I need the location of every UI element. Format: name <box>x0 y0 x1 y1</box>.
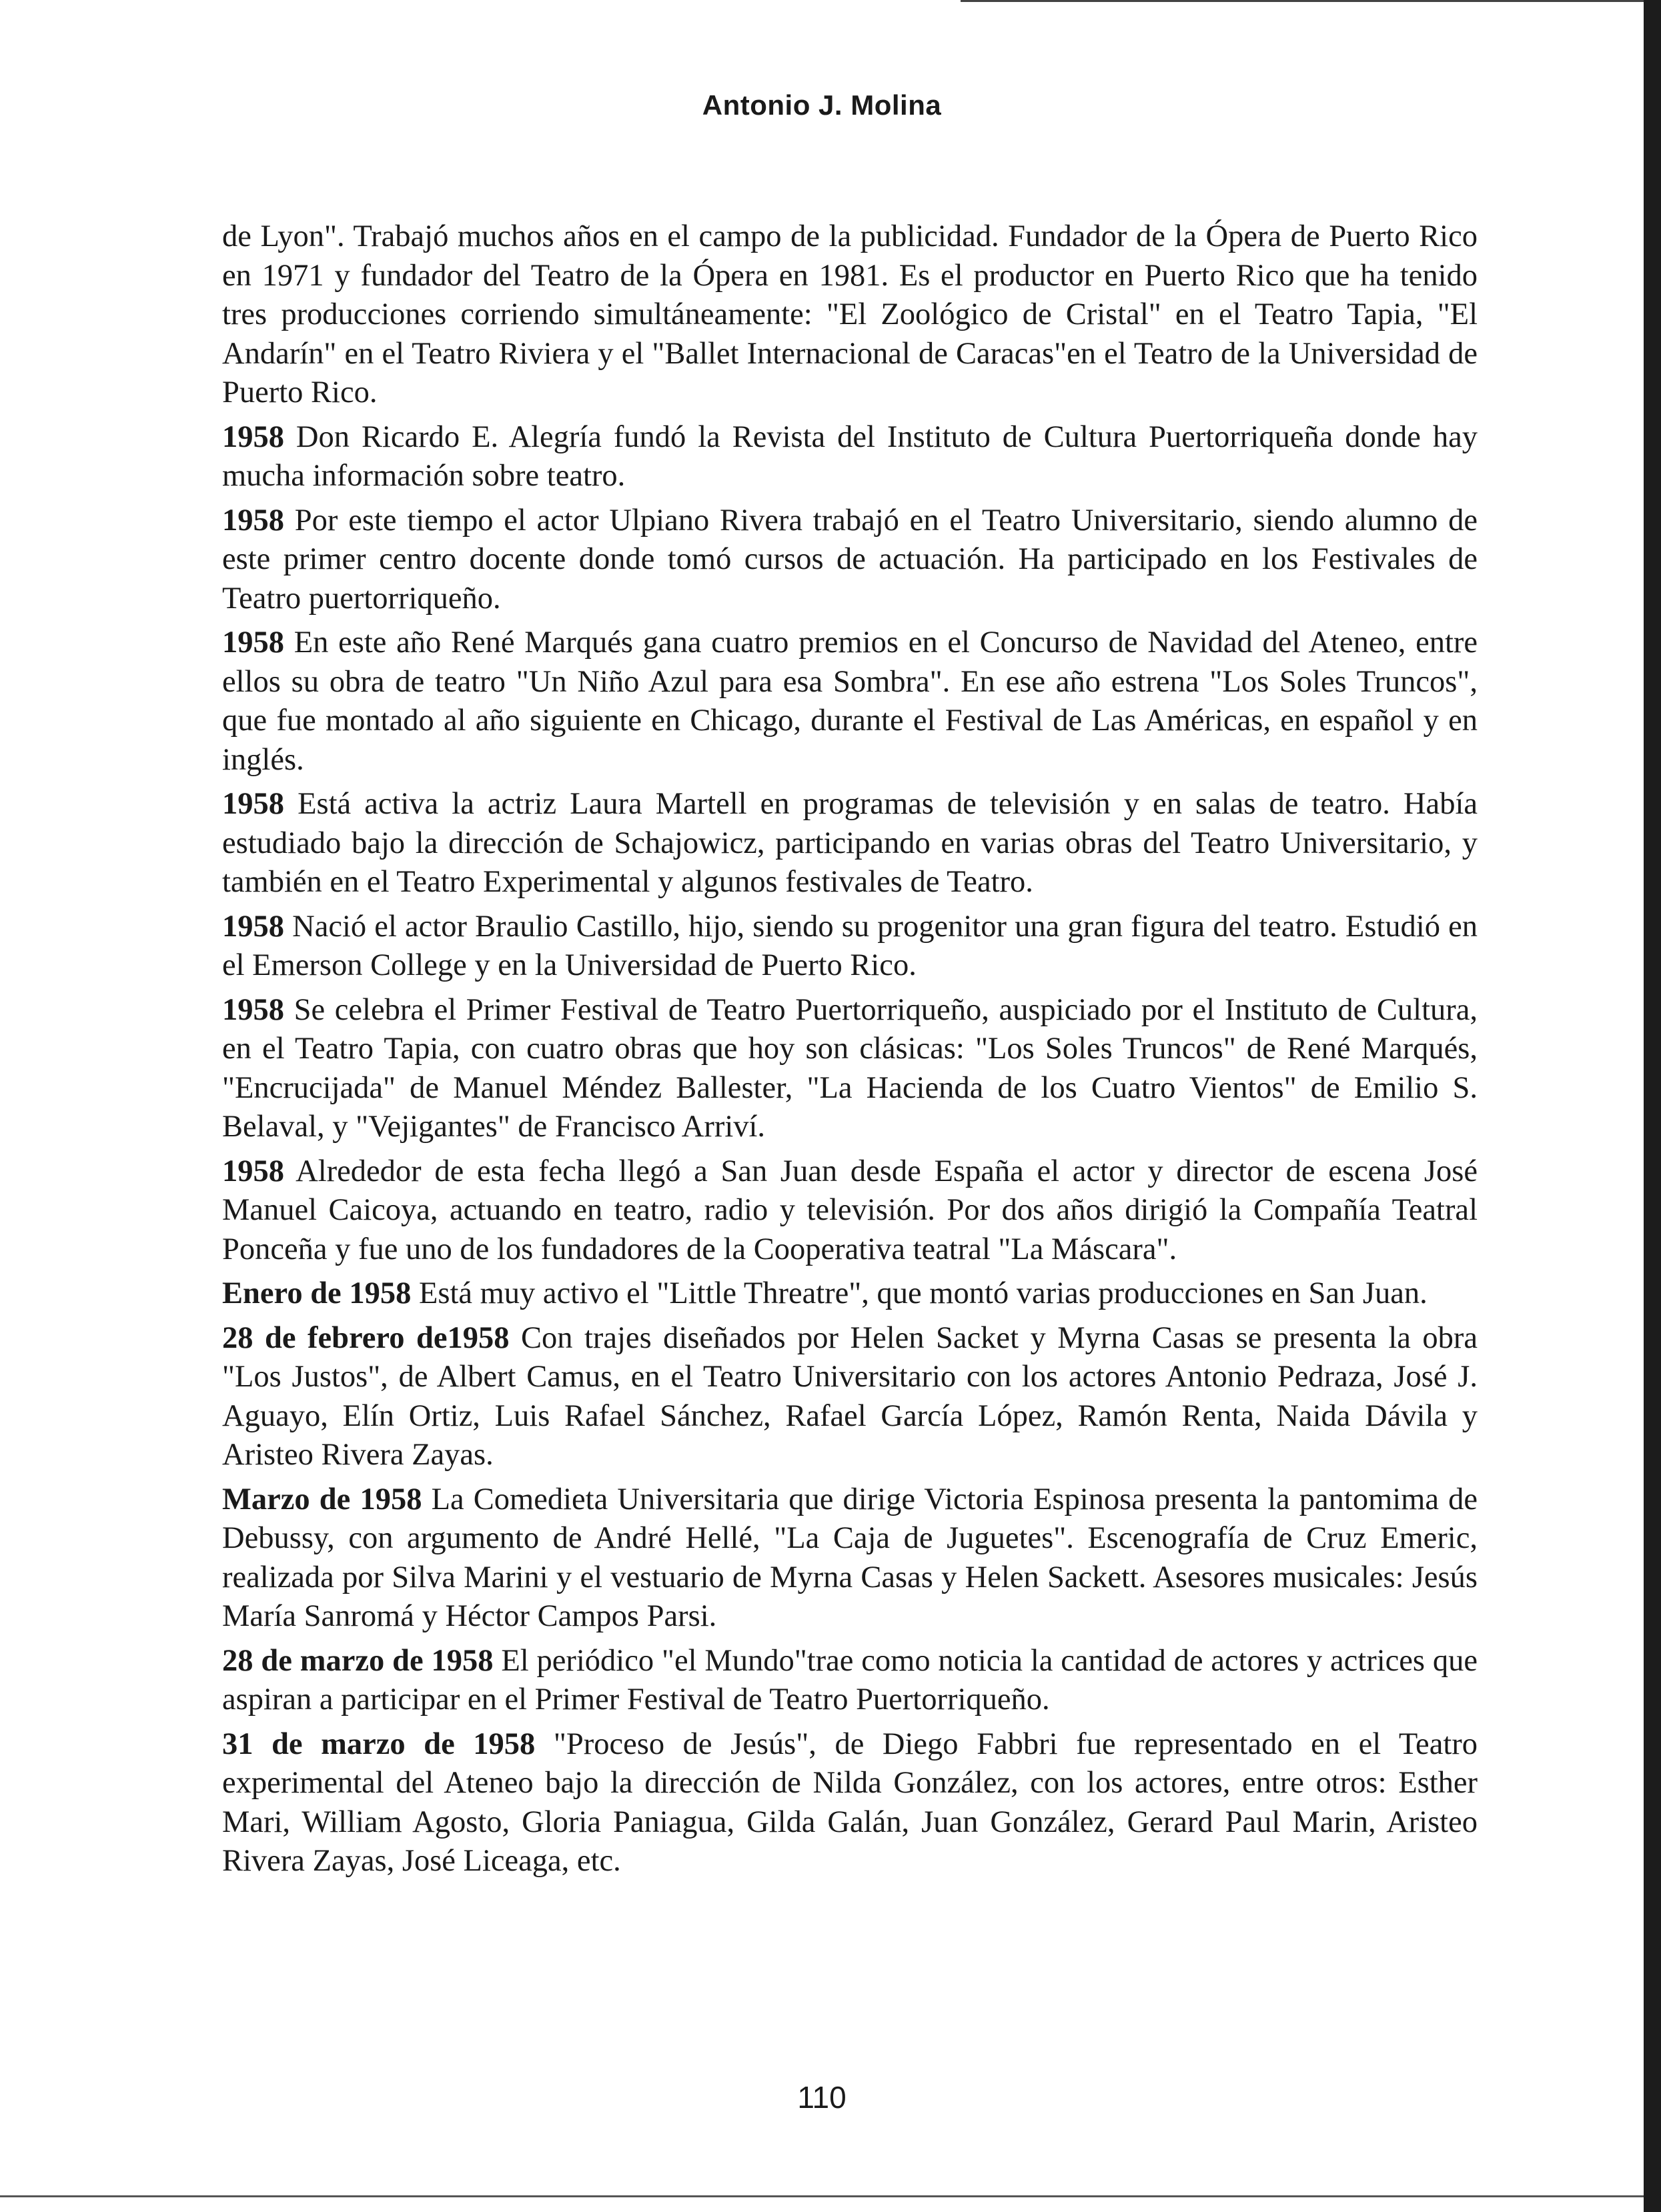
entry-date: 28 de febrero de1958 <box>222 1320 510 1355</box>
chronology-entry <box>222 1274 1478 1314</box>
scan-bottom-edge-line <box>0 2195 1644 2197</box>
entry-text: "Proceso de Jesús", de Diego Fabbri fue representado en el Teatro experimental del Ateneo bajo la dirección de Nilda González, con los actores, entre otros: Esther Mari, William Agosto, Gloria Paniagua, Gilda Galán, Juan González, Gerard Paul Marin, Aristeo Rivera Zayas, José Liceaga, etc. <box>222 1727 1478 1878</box>
intro-paragraph: de Lyon". Trabajó muchos años en el campo de la publicidad. Fundador de la Ópera de Puerto Rico en 1971 y fundador del Teatro de la Ópera en 1981. Es el productor en Puerto Rico que ha tenido tres producciones corriendo simultáneamente: "El Zoológico de Cristal" en el Teatro Tapia, "El Andarín" en el Teatro Riviera y el "Ballet Internacional de Caracas"en el Teatro de la Universidad de Puerto Rico. <box>222 219 1478 409</box>
page-number: 110 <box>797 2080 847 2115</box>
entry-date: 1958 <box>222 503 284 537</box>
entry-date: 1958 <box>222 626 284 660</box>
entry-text: En este año René Marqués gana cuatro premios en el Concurso de Navidad del Ateneo, entre ellos su obra de teatro "Un Niño Azul para esa Sombra". En ese año estrena "Los Soles Truncos", que fue montado al año siguiente en Chicago, durante el Festival de Las Américas, en español y en inglés. <box>222 626 1478 777</box>
entry-text: Se celebra el Primer Festival de Teatro Puertorriqueño, auspiciado por el Instituto de Cultura, en el Teatro Tapia, con cuatro obras que hoy son clásicas: "Los Soles Truncos" de René Marqués, "Encrucijada" de Manuel Méndez Ballester, "La Hacienda de los Cuatro Vientos" de Emilio S. Belaval, y "Vejigantes" de Francisco Arriví. <box>222 992 1478 1144</box>
entry-date: Enero de 1958 <box>222 1276 412 1310</box>
entry-text: Está muy activo el "Little Threatre", que montó varias producciones en San Juan. <box>411 1276 1428 1310</box>
entry-text: Alrededor de esta fecha llegó a San Juan desde España el actor y director de escena José Manuel Caicoya, actuando en teatro, radio y televisión. Por dos años dirigió la Compañía Teatral Ponceña y fue uno de los fundadores de la Cooperativa teatral "La Máscara". <box>222 1154 1478 1266</box>
running-header: Antonio J. Molina <box>702 89 942 121</box>
entry-text: Con trajes diseñados por Helen Sacket y Myrna Casas se presenta la obra "Los Justos", de Albert Camus, en el Teatro Universitario con los actores Antonio Pedraza, José J. Aguayo, Elín Ortiz, Luis Rafael Sánchez, Rafael García López, Ramón Renta, Naida Dávila y Aristeo Rivera Zayas. <box>222 1320 1478 1472</box>
entry-text: Está activa la actriz Laura Martell en programas de televisión y en salas de teatro. Había estudiado bajo la dirección de Schajowicz, participando en varias obras del Teatro Universitario, y también en el Teatro Experimental y algunos festivales de Teatro. <box>222 787 1478 899</box>
entry-text: El periódico "el Mundo"trae como noticia la cantidad de actores y actrices que aspiran a participar en el Primer Festival de Teatro Puertorriqueño. <box>222 1643 1478 1717</box>
entry-text: Nació el actor Braulio Castillo, hijo, siendo su progenitor una gran figura del teatro. Estudió en el Emerson College y en la Universidad de Puerto Rico. <box>222 909 1478 982</box>
chronology-entry <box>222 1725 1478 1881</box>
chronology-entry <box>222 418 1478 496</box>
entry-text: La Comedieta Universitaria que dirige Victoria Espinosa presenta la pantomima de Debussy, con argumento de André Hellé, "La Caja de Juguetes". Escenografía de Cruz Emeric, realizada por Silva Marini y el vestuario de Myrna Casas y Helen Sackett. Asesores musicales: Jesús María Sanromá y Héctor Campos Parsi. <box>222 1482 1478 1633</box>
scan-top-edge-line <box>961 0 1644 2</box>
chronology-entry <box>222 991 1478 1147</box>
chronology-entry <box>222 1319 1478 1475</box>
page-body <box>222 217 1478 1887</box>
entry-text: Por este tiempo el actor Ulpiano Rivera trabajó en el Teatro Universitario, siendo alumno de este primer centro docente donde tomó cursos de actuación. Ha participado en los Festivales de Teatro puertorriqueño. <box>222 503 1478 616</box>
entry-date: Marzo de 1958 <box>222 1482 422 1516</box>
chronology-entry <box>222 501 1478 619</box>
chronology-entry <box>222 624 1478 780</box>
scan-right-edge <box>1644 0 1661 2212</box>
entry-date: 31 de marzo de 1958 <box>222 1727 536 1761</box>
chronology-entry <box>222 1152 1478 1270</box>
entry-date: 1958 <box>222 787 284 821</box>
entry-date: 1958 <box>222 419 284 454</box>
entry-text: Don Ricardo E. Alegría fundó la Revista del Instituto de Cultura Puertorriqueña donde hay mucha información sobre teatro. <box>222 419 1478 493</box>
entry-date: 1958 <box>222 909 284 944</box>
chronology-entry <box>222 908 1478 986</box>
entry-date: 1958 <box>222 1154 284 1188</box>
entry-date: 1958 <box>222 992 284 1027</box>
entry-date: 28 de marzo de 1958 <box>222 1643 494 1678</box>
chronology-entry <box>222 1642 1478 1720</box>
chronology-entry <box>222 1480 1478 1636</box>
chronology-entry <box>222 785 1478 902</box>
